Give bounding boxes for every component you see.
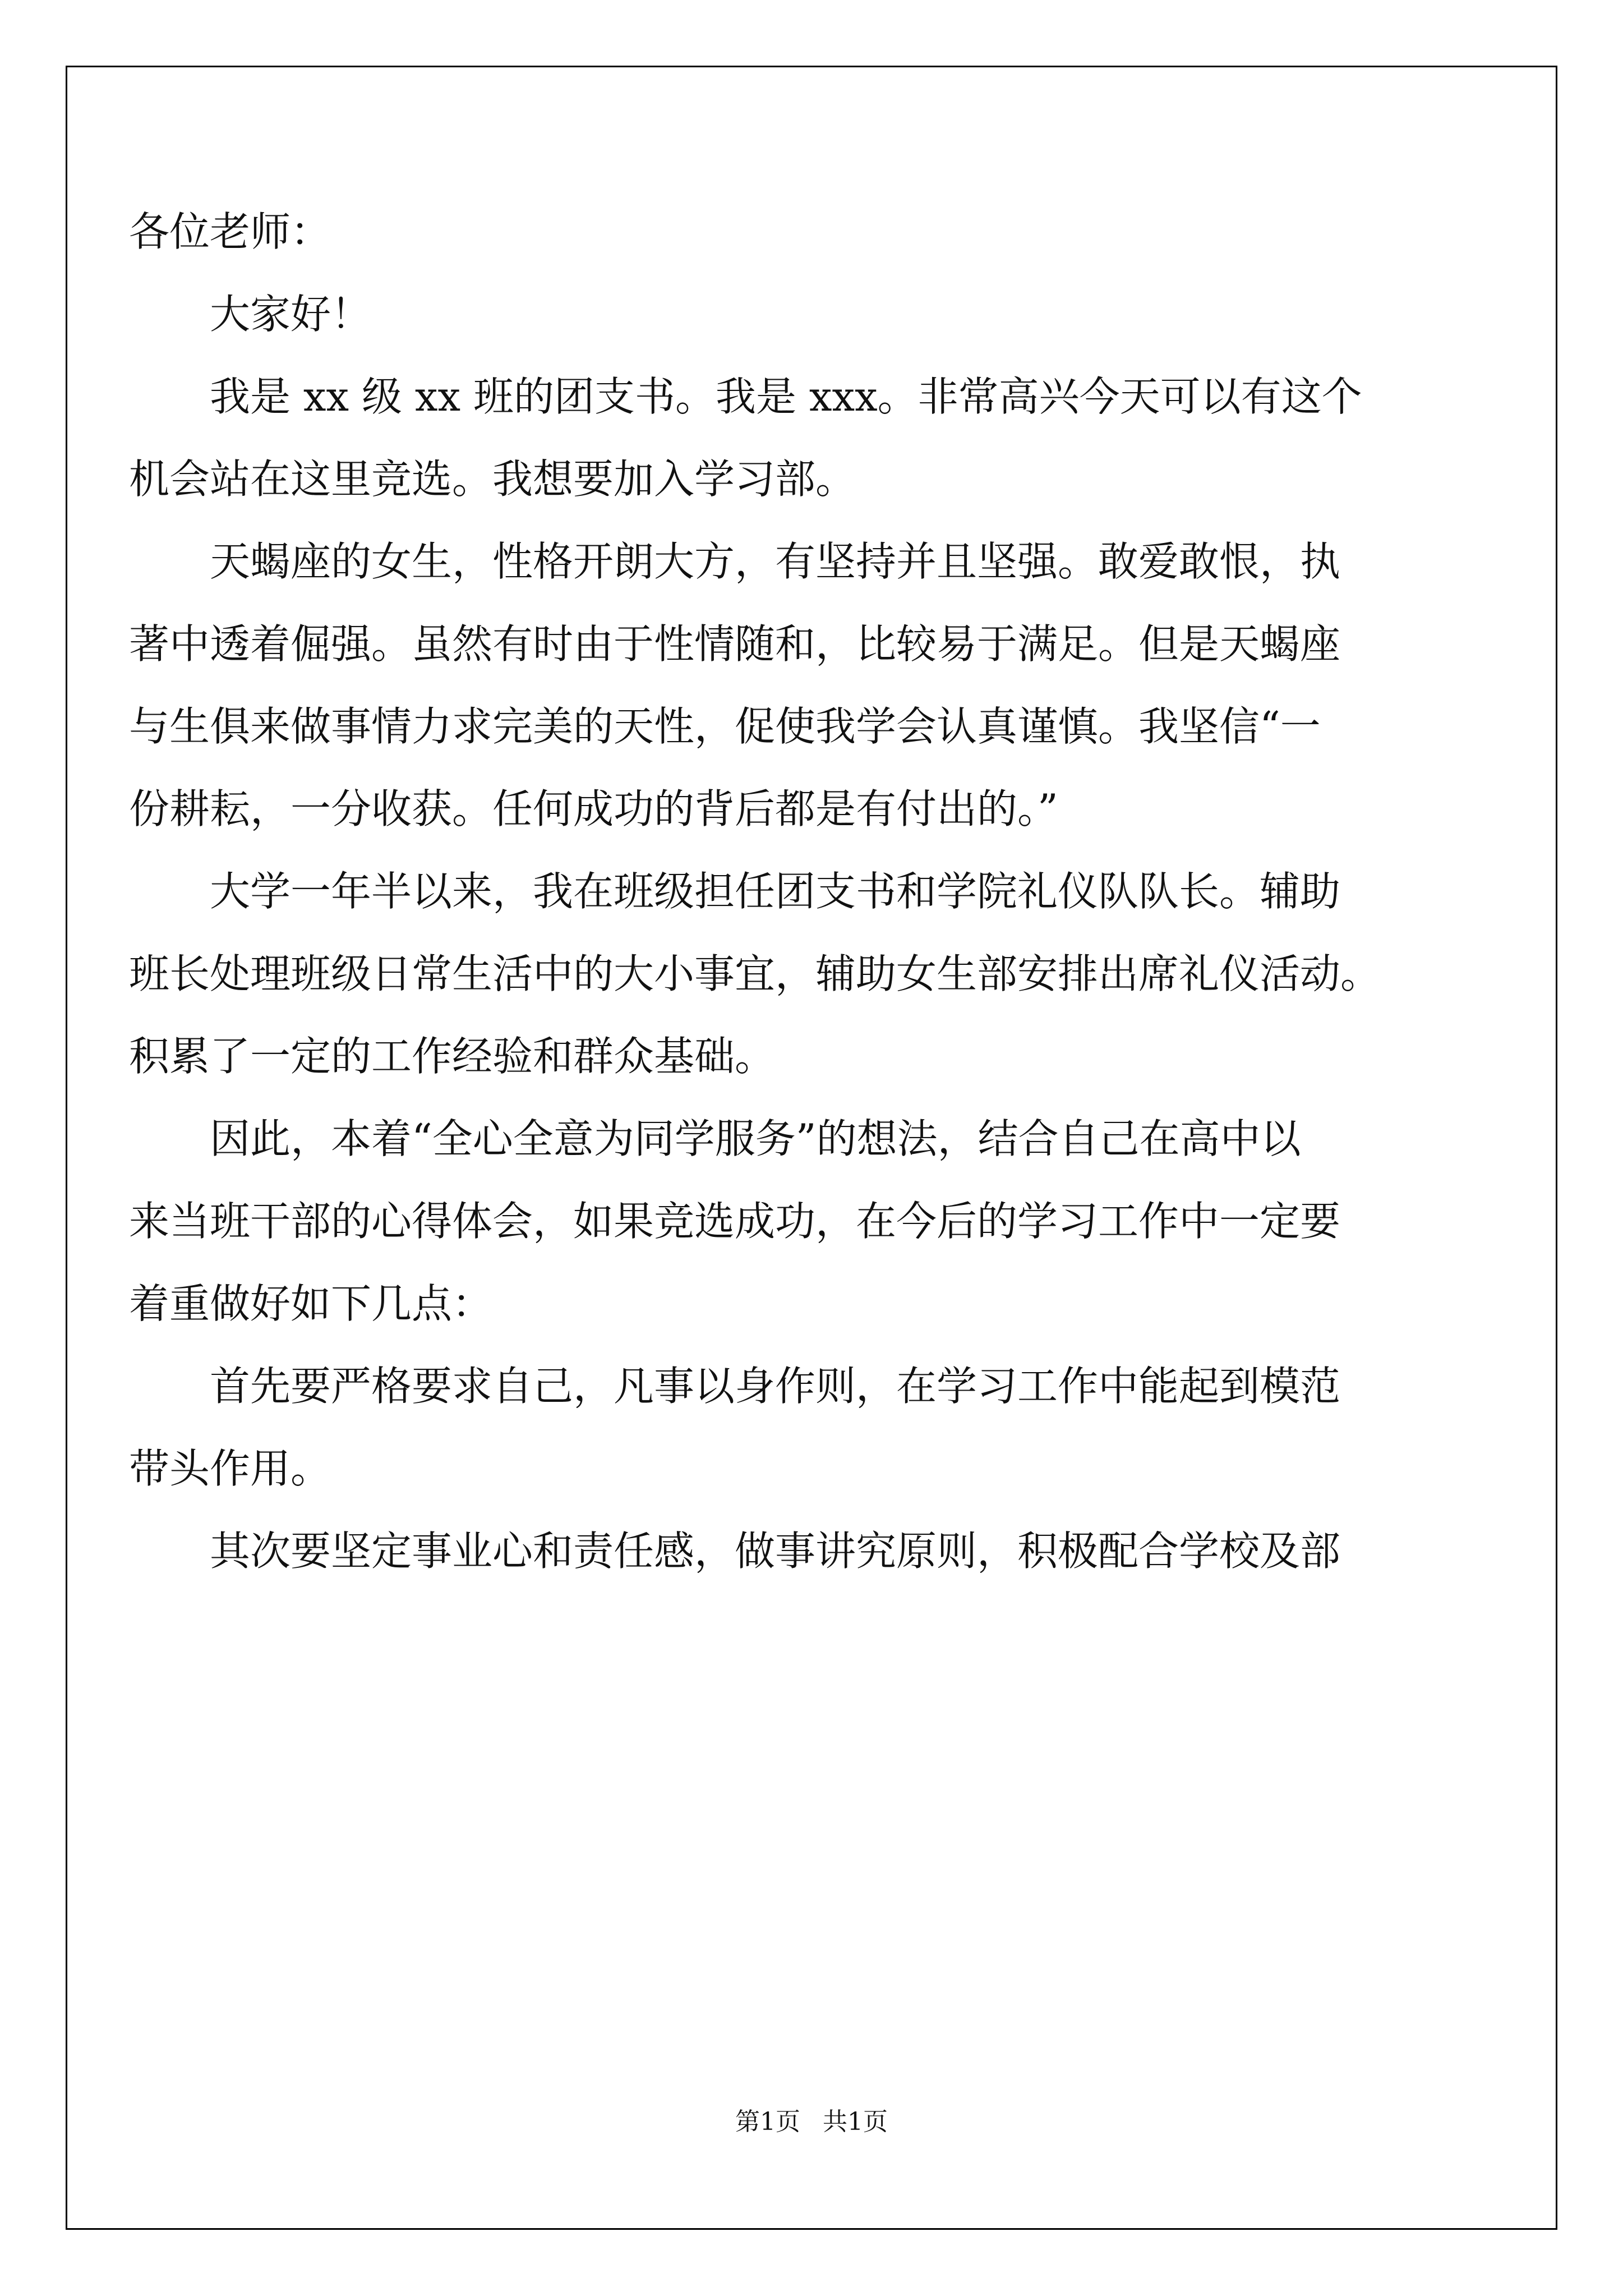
text-line: 着重做好如下几点： xyxy=(129,1280,493,1327)
text-line: 带头作用。 xyxy=(129,1445,331,1492)
text-line: 班长处理班级日常生活中的大小事宜，辅助女生部安排出席礼仪活动。 xyxy=(129,950,1381,997)
page-number-total: 共1页 xyxy=(823,2108,888,2136)
text-line: 大家好！ xyxy=(210,291,372,338)
text-line: 著中透着倔强。虽然有时由于性情随和，比较易于满足。但是天蝎座 xyxy=(129,620,1341,668)
text-line: 机会站在这里竞选。我想要加入学习部。 xyxy=(129,455,856,503)
document-body xyxy=(129,191,1494,1593)
text-line: 大学一年半以来，我在班级担任团支书和学院礼仪队队长。辅助 xyxy=(210,868,1341,915)
text-line: 我是 xx 级 xx 班的团支书。我是 xxx。非常高兴今天可以有这个 xyxy=(210,373,1362,420)
text-line: 首先要严格要求自己，凡事以身作则，在学习工作中能起到模范 xyxy=(210,1363,1341,1410)
text-line: 与生俱来做事情力求完美的天性，促使我学会认真谨慎。我坚信“一 xyxy=(129,703,1321,750)
text-line: 天蝎座的女生，性格开朗大方，有坚持并且坚强。敢爱敢恨，执 xyxy=(210,538,1341,585)
text-line: 其次要坚定事业心和责任感，做事讲究原则，积极配合学校及部 xyxy=(210,1527,1341,1575)
page-number-current: 第1页 xyxy=(735,2108,800,2136)
text-line: 因此，本着“全心全意为同学服务”的想法，结合自己在高中以 xyxy=(210,1115,1301,1162)
text-line: 份耕耘，一分收获。任何成功的背后都是有付出的。” xyxy=(129,785,1058,832)
text-line: 积累了一定的工作经验和群众基础。 xyxy=(129,1033,776,1080)
text-line: 各位老师： xyxy=(129,208,331,255)
page-footer xyxy=(0,2101,1623,2137)
text-line: 来当班干部的心得体会，如果竞选成功，在今后的学习工作中一定要 xyxy=(129,1198,1341,1245)
